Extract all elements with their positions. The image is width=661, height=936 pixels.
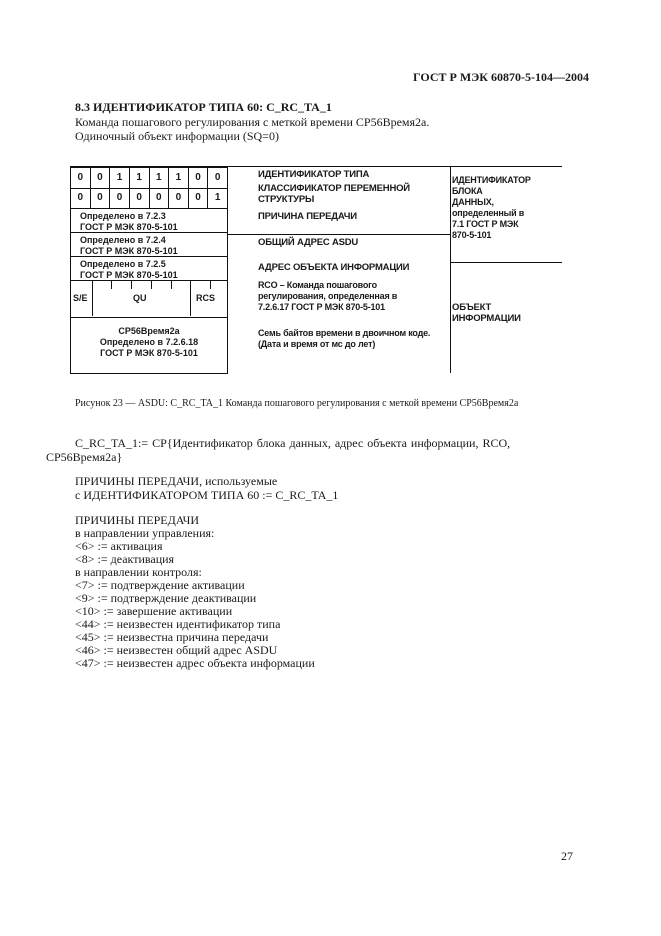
data-unit-id-label	[452, 175, 531, 241]
asdu-diagram	[70, 160, 562, 374]
asdu-address-cell	[71, 233, 227, 257]
list-item: <8> := деактивация	[75, 552, 175, 566]
group-separator	[450, 263, 451, 373]
causes-monitor-direction: в направлении контроля:	[75, 565, 202, 579]
bit: 1	[169, 168, 189, 188]
label-line: ОБЪЕКТ	[452, 302, 492, 313]
label-line: (Дата и время от мс до лет)	[258, 339, 376, 349]
cot-label: ПРИЧИНА ПЕРЕДАЧИ	[258, 211, 357, 222]
section-subtitle-2: Одиночный объект информации (SQ=0)	[75, 129, 279, 143]
page-number: 27	[561, 849, 573, 863]
formula-line-2: CP56Время2a}	[46, 450, 123, 464]
rco-label	[258, 280, 397, 313]
vsq-label	[258, 183, 410, 205]
label-line: 870-5-101	[452, 230, 492, 240]
bit: 0	[150, 188, 170, 208]
list-item: <6> := активация	[75, 539, 163, 553]
label-line: ДАННЫХ,	[452, 197, 494, 207]
list-item: <46> := неизвестен общий адрес ASDU	[75, 643, 278, 657]
label-line: 7.2.6.17 ГОСТ Р МЭК 870-5-101	[258, 302, 385, 312]
label-line: 7.1 ГОСТ Р МЭК	[452, 219, 519, 229]
asdu-grid	[70, 167, 228, 374]
cell-text: Определено в 7.2.3	[80, 211, 166, 221]
label-line: ИНФОРМАЦИИ	[452, 313, 521, 324]
ioa-label: АДРЕС ОБЪЕКТА ИНФОРМАЦИИ	[258, 262, 410, 273]
causes-title: ПРИЧИНЫ ПЕРЕДАЧИ	[75, 513, 200, 527]
label-line: БЛОКА	[452, 186, 483, 196]
section-subtitle-1: Команда пошагового регулирования с меткой времени CP56Время2а.	[75, 115, 430, 129]
cell-text: Определено в 7.2.5	[80, 259, 166, 269]
bit: 0	[71, 168, 91, 188]
type-id-label: ИДЕНТИФИКАТОР ТИПА	[258, 169, 370, 180]
list-item: <44> := неизвестен идентификатор типа	[75, 617, 281, 631]
bit: 0	[189, 188, 209, 208]
causes-control-direction: в направлении управления:	[75, 526, 215, 540]
used-causes-line-1: ПРИЧИНЫ ПЕРЕДАЧИ, используемые	[75, 474, 278, 488]
bit: 0	[169, 188, 189, 208]
used-causes-line-2: с ИДЕНТИФИКАТОРОМ ТИПА 60 := C_RC_TA_1	[75, 488, 339, 502]
bit: 0	[214, 172, 221, 183]
label-line: КЛАССИФИКАТОР ПЕРЕМЕННОЙ	[258, 183, 410, 194]
label-line: ИДЕНТИФИКАТОР	[452, 175, 531, 185]
cell-text: ГОСТ Р МЭК 870-5-101	[100, 348, 198, 358]
row-rule	[228, 234, 450, 235]
label-line: RCO – Команда пошагового	[258, 280, 377, 290]
cell-text: ГОСТ Р МЭК 870-5-101	[80, 222, 178, 232]
figure-caption: Рисунок 23 — ASDU: C_RC_TA_1 Команда пошагового регулирования с меткой времени CP56Время2а	[75, 398, 519, 409]
bit: 0	[110, 188, 130, 208]
label-line: СТРУКТУРЫ	[258, 194, 315, 205]
qu-field: QU	[133, 293, 147, 303]
rco-cell	[71, 281, 227, 318]
se-field: S/E	[73, 293, 88, 303]
cell-text: ГОСТ Р МЭК 870-5-101	[80, 270, 178, 280]
type-id-bits-row	[71, 168, 227, 189]
list-item: <7> := подтверждение активации	[75, 578, 245, 592]
bit: 0	[91, 168, 111, 188]
group-separator	[450, 262, 562, 263]
vsq-bits-row	[71, 188, 227, 209]
bit: 0	[71, 188, 91, 208]
cell-text: Определено в 7.2.4	[80, 235, 166, 245]
label-line: определенный в	[452, 208, 525, 218]
cell-text: CP56Время2a	[118, 326, 180, 336]
cell-text: Определено в 7.2.6.18	[99, 337, 199, 347]
rcs-field: RCS	[196, 293, 216, 303]
cot-cell	[71, 209, 227, 233]
label-line: регулирования, определенная в	[258, 291, 398, 301]
list-item: <47> := неизвестен адрес объекта информации	[75, 656, 315, 670]
time-label	[258, 328, 430, 350]
bit: 0	[130, 188, 150, 208]
list-item: <9> := подтверждение деактивации	[75, 591, 257, 605]
formula-line-1: C_RC_TA_1:= CP{Идентификатор блока данных, адрес объекта информации, RCO,	[75, 436, 511, 450]
ioa-cell	[71, 257, 227, 281]
bit: 1	[110, 168, 130, 188]
asdu-address-label: ОБЩИЙ АДРЕС ASDU	[258, 237, 359, 248]
bit: 1	[150, 168, 170, 188]
document-header: ГОСТ Р МЭК 60870-5-104—2004	[413, 70, 589, 84]
time-tag-cell	[71, 326, 227, 366]
bit: 0	[189, 168, 209, 188]
bit: 1	[130, 168, 150, 188]
bit: 0	[91, 188, 111, 208]
list-item: <45> := неизвестна причина передачи	[75, 630, 269, 644]
info-object-label	[452, 302, 521, 324]
label-line: Семь байтов времени в двоичном коде.	[258, 328, 431, 338]
group-separator	[450, 167, 451, 263]
section-title: 8.3 ИДЕНТИФИКАТОР ТИПА 60: C_RC_TA_1	[75, 100, 332, 114]
list-item: <10> := завершение активации	[75, 604, 233, 618]
cell-text: ГОСТ Р МЭК 870-5-101	[80, 246, 178, 256]
bit: 1	[214, 192, 221, 203]
